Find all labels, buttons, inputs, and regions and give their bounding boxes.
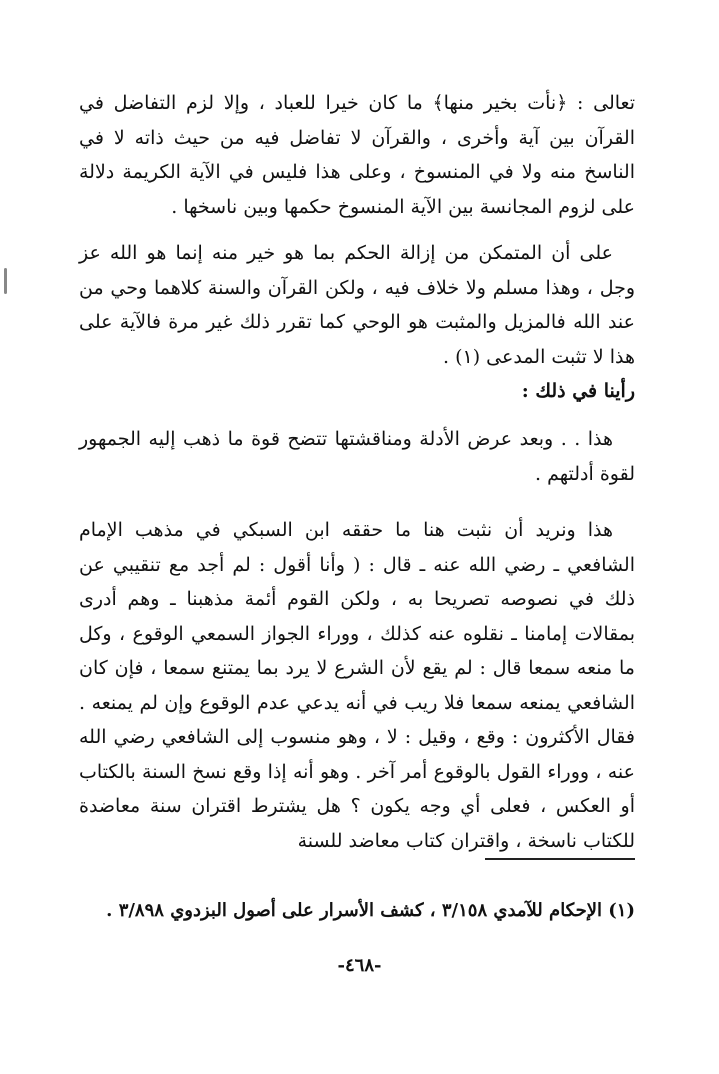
paragraph-2	[79, 236, 635, 374]
page-number: -٤٦٨-	[337, 955, 382, 976]
page-body	[79, 86, 635, 858]
paragraph-2-text: على أن المتمكن من إزالة الحكم بما هو خير منه إنما هو الله عز وجل ، وهذا مسلم ولا خلاف فيه ، ولكن القرآن والسنة كلاهما وحي من عند الله فالمزيل والمثبت هو الوحي كما تقرر ذلك غير مرة فالآية على هذا لا تثبت المدعى (١) .	[79, 242, 635, 368]
footnote-separator	[485, 858, 635, 860]
paragraph-3	[79, 422, 635, 491]
footnote: (١) الإحكام للآمدي ٣/١٥٨ ، كشف الأسرار على أصول البزدوي ٣/٨٩٨ .	[106, 900, 635, 921]
paragraph-3-text: هذا . . وبعد عرض الأدلة ومناقشتها تتضح قوة ما ذهب إليه الجمهور لقوة أدلتهم .	[79, 428, 635, 485]
paragraph-1: تعالى : ﴿نأت بخير منها﴾ ما كان خيرا للعباد ، وإلا لزم التفاضل في القرآن بين آية وأخرى ، والقرآن لا تفاضل فيه من حيث ذاته لا في الناسخ منه ولا في المنسوخ ، وعلى هذا فليس في الآية الكريمة دلالة على لزوم المجانسة بين الآية المنسوخ حكمها وبين ناسخها .	[79, 92, 635, 218]
margin-mark	[4, 268, 7, 294]
paragraph-4-text: هذا ونريد أن نثبت هنا ما حققه ابن السبكي في مذهب الإمام الشافعي ـ رضي الله عنه ـ قال : ( وأنا أقول : لم أجد مع تنقيبي عن ذلك في نصوصه تصريحا به ، ولكن القوم أئمة مذهبنا ـ وهم أدرى بمقالات إمامنا ـ نقلوه عنه كذلك ، ووراء الجواز السمعي الوقوع ، وكل ما منعه سمعا قال : لم يقع لأن الشرع لا يرد بما يمتنع سمعا ، فإن كان الشافعي يمنعه سمعا فلا ريب في أنه يدعي عدم الوقوع وإن لم يمنعه . فقال الأكثرون : وقع ، وقيل : لا ، وهو منسوب إلى الشافعي رضي الله عنه ، ووراء القول بالوقوع أمر آخر . وهو أنه إذا وقع نسخ السنة بالكتاب أو العكس ، فعلى أي وجه يكون ؟ هل يشترط اقتران سنة معاضدة للكتاب ناسخة ، واقتران كتاب معاضد للسنة	[79, 519, 635, 852]
paragraph-4	[79, 513, 635, 858]
section-heading: رأينا في ذلك :	[521, 380, 635, 402]
